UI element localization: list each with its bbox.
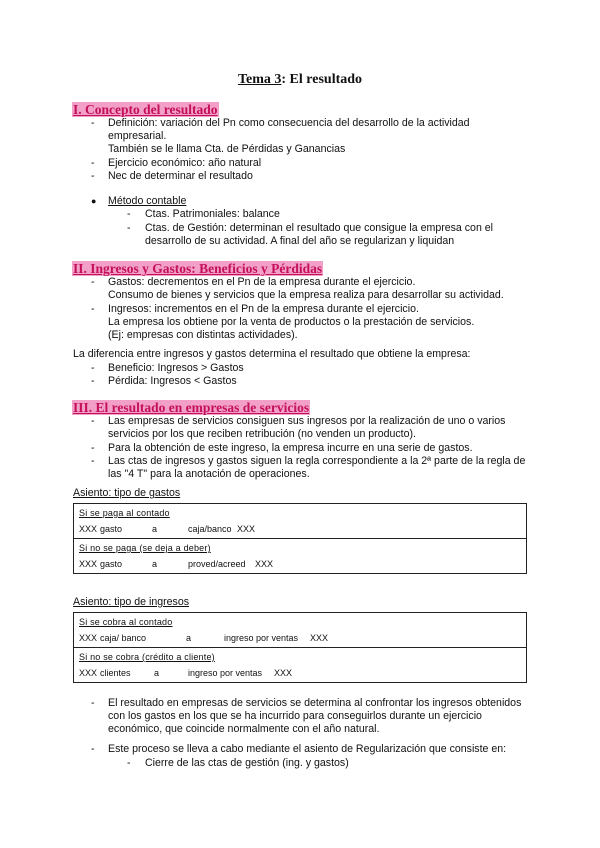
s3-final-1-cont: con los gastos en los que se ha incurrido para conseguirlos durante un ejercicio — [108, 710, 482, 722]
s2-perdida: Pérdida: Ingresos < Gastos — [108, 375, 237, 387]
dash-marker: - — [91, 697, 95, 709]
asiento-row-head: Si se cobra al contado — [79, 617, 173, 627]
asiento-row — [74, 504, 526, 539]
debit-account: caja/ banco — [100, 633, 147, 643]
amount-placeholder: XXX — [79, 524, 98, 534]
dash-marker: - — [91, 117, 95, 129]
s1-item-nec: Nec de determinar el resultado — [108, 170, 253, 182]
debit-account: gasto — [100, 524, 123, 534]
asiento-row — [74, 648, 526, 682]
s1-item-alias: También se le llama Cta. de Pérdidas y Ganancias — [108, 143, 346, 155]
s3-final-1: El resultado en empresas de servicios se determina al confrontar los ingresos obtenidos — [108, 697, 522, 709]
s1-sub-patrimoniales: Ctas. Patrimoniales: balance — [145, 208, 280, 220]
a-connector: a — [152, 559, 158, 569]
credit-account: ingreso por ventas — [224, 633, 299, 643]
s1-item-ejercicio: Ejercicio económico: año natural — [108, 157, 262, 169]
dash-marker: - — [91, 170, 95, 182]
asiento-ingresos-label: Asiento: tipo de ingresos — [73, 596, 190, 608]
credit-account: ingreso por ventas — [188, 668, 263, 678]
debit-account: clientes — [100, 668, 131, 678]
s1-metodo-contable: Método contable — [108, 195, 187, 207]
s2-paragraph: La diferencia entre ingresos y gastos determina el resultado que obtiene la empresa: — [73, 348, 471, 360]
asiento-row — [74, 539, 526, 573]
section-1-heading: I. Concepto del resultado — [73, 102, 218, 117]
debit-account: gasto — [100, 559, 123, 569]
s2-gastos: Gastos: decrementos en el Pn de la empresa durante el ejercicio. — [108, 276, 416, 288]
a-connector: a — [186, 633, 192, 643]
title-rest: : El resultado — [281, 72, 363, 87]
a-connector: a — [152, 524, 158, 534]
dash-marker: - — [91, 375, 95, 387]
s1-item-definition-cont: empresarial. — [108, 130, 167, 142]
s1-item-definition: Definición: variación del Pn como consecuencia del desarrollo de la actividad — [108, 117, 470, 129]
s2-ingresos-ej: (Ej: empresas con distintas actividades). — [108, 329, 298, 341]
s2-beneficio: Beneficio: Ingresos > Gastos — [108, 362, 244, 374]
s2-ingresos: Ingresos: incrementos en el Pn de la empresa durante el ejercicio. — [108, 303, 419, 315]
dash-marker: - — [91, 743, 95, 755]
s2-ingresos-desc: La empresa los obtiene por la venta de productos o la prestación de servicios. — [108, 316, 475, 328]
amount-placeholder: XXX — [79, 559, 98, 569]
s2-gastos-desc: Consumo de bienes y servicios que la empresa realiza para desarrollar su actividad. — [108, 289, 504, 301]
s3-line-1-cont: servicios por los que reciben retribución (no venden un producto). — [108, 428, 416, 440]
asiento-row-head: Si no se paga (se deja a deber) — [79, 543, 211, 553]
asiento-row-head: Si no se cobra (crédito a cliente) — [79, 652, 215, 662]
s1-sub-gestion: Ctas. de Gestión: determinan el resultado que consigue la empresa con el — [145, 222, 494, 234]
dash-marker: - — [91, 362, 95, 374]
dash-marker: - — [91, 157, 95, 169]
page-title — [0, 72, 600, 88]
dash-marker: - — [91, 415, 95, 427]
credit-account: caja/banco — [188, 524, 232, 534]
dash-marker: - — [127, 757, 131, 769]
section-2-heading: II. Ingresos y Gastos: Beneficios y Pérdidas — [73, 261, 323, 276]
dash-marker: - — [127, 208, 131, 220]
s3-line-3: Las ctas de ingresos y gastos siguen la regla correspondiente a la 2ª parte de la regla de — [108, 455, 526, 467]
bullet-dot-icon: ● — [91, 196, 97, 206]
dash-marker: - — [91, 442, 95, 454]
dash-marker: - — [91, 276, 95, 288]
asiento-gastos-table — [73, 503, 527, 574]
s3-line-3-cont: las "4 T" para la anotación de operaciones. — [108, 468, 310, 480]
amount-placeholder: XXX — [79, 633, 98, 643]
amount-placeholder: XXX — [79, 668, 98, 678]
asiento-ingresos-table — [73, 612, 527, 683]
asiento-gastos-label: Asiento: tipo de gastos — [73, 487, 181, 499]
s3-final-1-cont2: económico, que coincide normalmente con el año natural. — [108, 723, 380, 735]
credit-account: proved/acreed — [188, 559, 246, 569]
dash-marker: - — [91, 303, 95, 315]
amount-placeholder: XXX — [274, 668, 293, 678]
dash-marker: - — [91, 455, 95, 467]
amount-placeholder: XXX — [255, 559, 274, 569]
s3-line-2: Para la obtención de este ingreso, la empresa incurre en una serie de gastos. — [108, 442, 473, 454]
amount-placeholder: XXX — [237, 524, 256, 534]
asiento-row — [74, 613, 526, 648]
s3-line-1: Las empresas de servicios consiguen sus ingresos por la realización de uno o varios — [108, 415, 506, 427]
title-prefix: Tema 3 — [237, 72, 282, 87]
dash-marker: - — [127, 222, 131, 234]
section-3-heading: III. El resultado en empresas de servicios — [73, 400, 310, 415]
s3-final-2: Este proceso se lleva a cabo mediante el asiento de Regularización que consiste en: — [108, 743, 507, 755]
s1-sub-gestion-cont: desarrollo de su actividad. A final del año se regularizan y liquidan — [145, 235, 455, 247]
asiento-row-head: Si se paga al contado — [79, 508, 170, 518]
a-connector: a — [154, 668, 160, 678]
amount-placeholder: XXX — [310, 633, 329, 643]
s3-final-sub: Cierre de las ctas de gestión (ing. y gastos) — [145, 757, 349, 769]
